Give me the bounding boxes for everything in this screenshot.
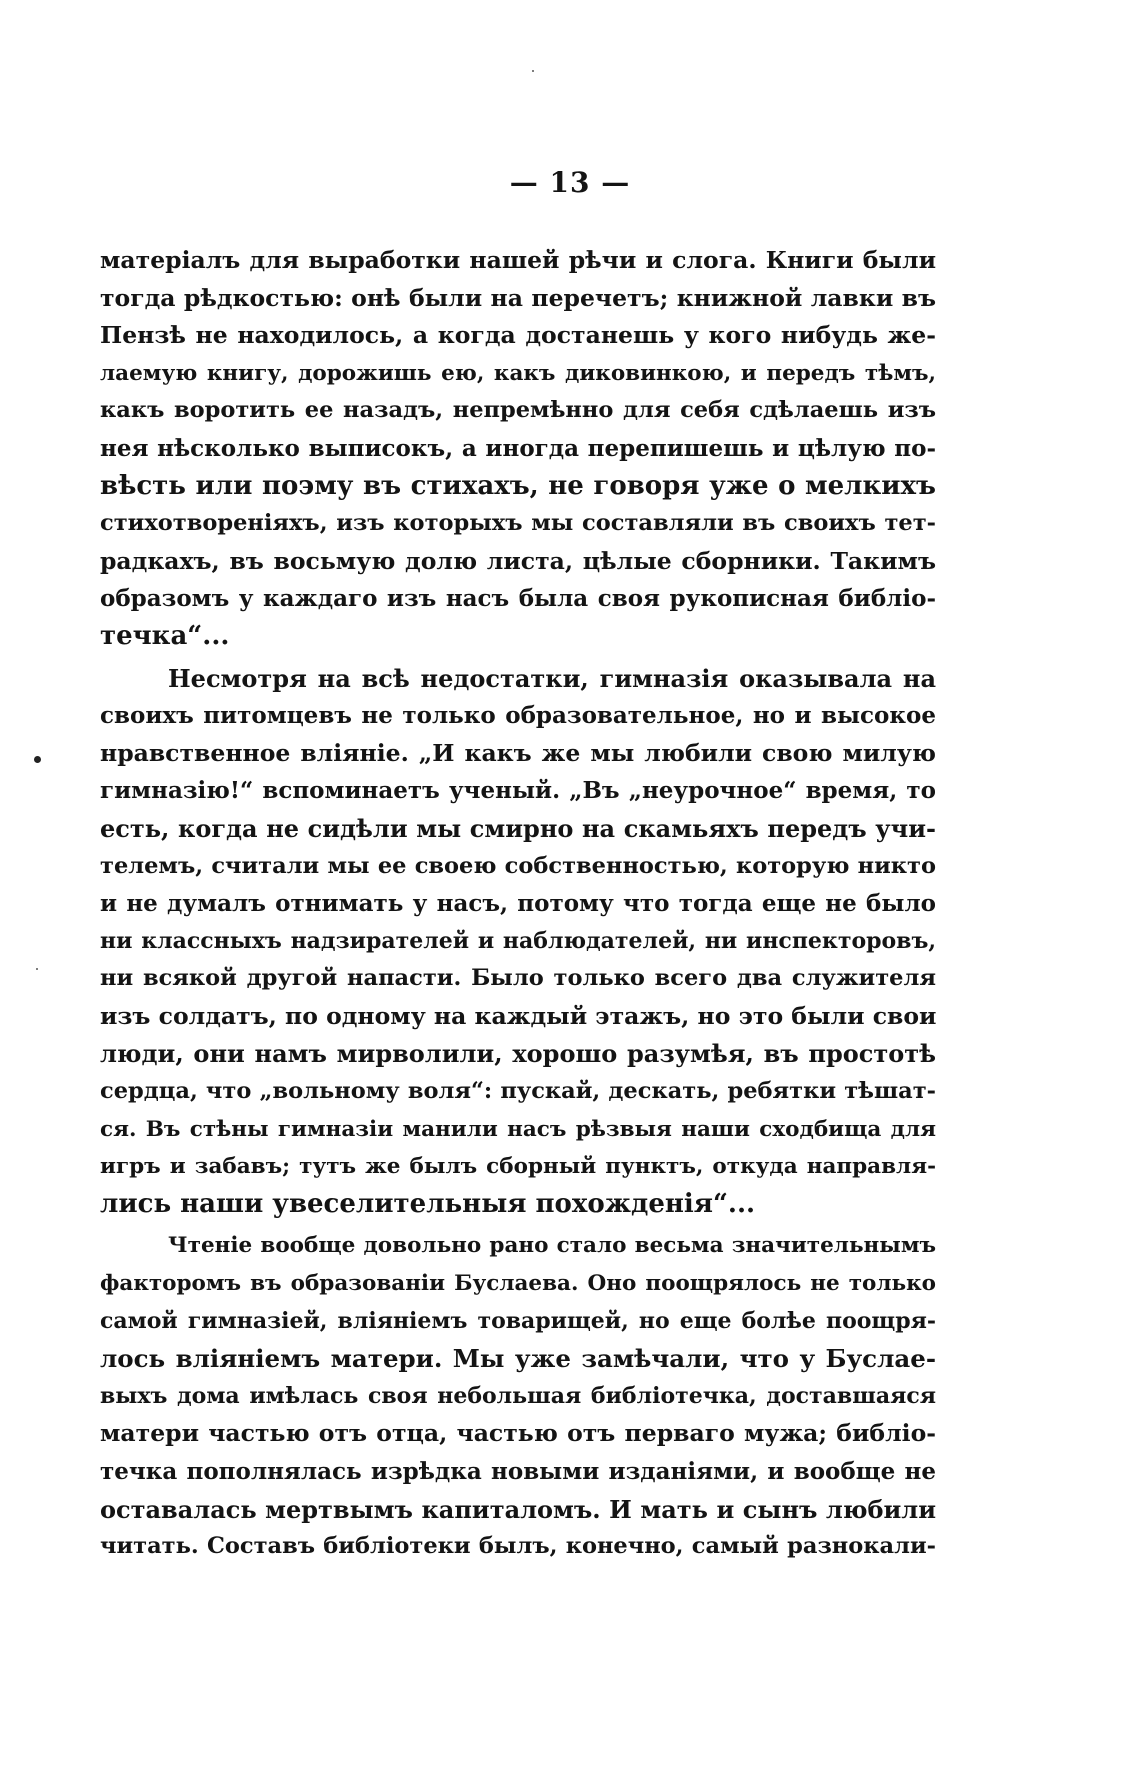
text-line: матери частью отъ отца, частью отъ перваго мужа; библіо- <box>100 1419 936 1448</box>
text-line: есть, когда не сидѣли мы смирно на скамьяхъ передъ учи- <box>100 813 936 843</box>
text-line: самой гимназіей, вліяніемъ товарищей, но еще болѣе поощря- <box>100 1307 936 1334</box>
text-line: читать. Составъ библіотеки былъ, конечно, самый разнокали- <box>100 1533 936 1560</box>
text-line: ся. Въ стѣны гимназіи манили насъ рѣзвыя наши сходбища для <box>100 1116 936 1142</box>
scan-speck <box>532 70 534 72</box>
page-number: — 13 — <box>509 166 631 199</box>
text-line: нравственное вліяніе. „И какъ же мы любили свою милую <box>100 738 936 767</box>
text-line: и не думалъ отнимать у насъ, потому что тогда еще не было <box>100 890 936 918</box>
text-line: лось вліяніемъ матери. Мы уже замѣчали, что у Буслае- <box>100 1344 936 1374</box>
text-line: какъ воротить ее назадъ, непремѣнно для себя сдѣлаешь изъ <box>100 397 936 424</box>
text-line: игръ и забавъ; тутъ же былъ сборный пунктъ, откуда направля- <box>100 1154 936 1180</box>
text-line: нея нѣсколько выписокъ, а иногда перепишешь и цѣлую по- <box>100 434 936 462</box>
text-line: матеріалъ для выработки нашей рѣчи и слога. Книги были <box>100 246 936 274</box>
text-line: своихъ питомцевъ не только образовательное, но и высокое <box>100 702 936 730</box>
text-line: факторомъ въ образованіи Буслаева. Оно поощрялось не только <box>100 1271 936 1297</box>
text-line: оставалась мертвымъ капиталомъ. И мать и сынъ любили <box>100 1494 936 1524</box>
text-line: образомъ у каждаго изъ насъ была своя рукописная библіо- <box>100 585 936 613</box>
text-line: течка пополнялась изрѣдка новыми изданіями, и вообще не <box>100 1458 936 1485</box>
margin-mark <box>34 756 41 763</box>
text-line: телемъ, считали мы ее своею собственностью, которую никто <box>100 852 936 879</box>
text-line: тогда рѣдкостью: онѣ были на перечетъ; книжной лавки въ <box>100 283 936 312</box>
text-line: Пензѣ не находилось, а когда достанешь у кого нибудь же- <box>100 321 936 350</box>
text-line: вѣсть или поэму въ стихахъ, не говоря уже о мелкихъ <box>100 470 936 501</box>
text-line: изъ солдатъ, по одному на каждый этажъ, но это были свои <box>100 1001 936 1030</box>
paragraph-2 <box>100 660 936 1224</box>
text-line: гимназію!“ вспоминаетъ ученый. „Въ „неурочное“ время, то <box>100 777 936 805</box>
text-line: сердца, что „вольному воля“: пускай, дескать, ребятки тѣшат- <box>100 1078 936 1105</box>
text-line: лаемую книгу, дорожишь ею, какъ диковинкою, и передъ тѣмъ, <box>100 360 936 386</box>
text-line: радкахъ, въ восьмую долю листа, цѣлые сборники. Такимъ <box>100 546 936 575</box>
text-line: ни классныхъ надзирателей и наблюдателей, ни инспекторовъ, <box>100 927 936 954</box>
text-line: лись наши увеселительныя похожденія“... <box>100 1188 756 1219</box>
text-line: течка“... <box>100 620 230 651</box>
text-line: ни всякой другой напасти. Было только всего два служителя <box>100 965 936 992</box>
text-line: Чтеніе вообще довольно рано стало весьма значительнымъ <box>168 1233 936 1259</box>
text-line: стихотвореніяхъ, изъ которыхъ мы составляли въ своихъ тет- <box>100 510 936 537</box>
text-line: Несмотря на всѣ недостатки, гимназія оказывала на <box>168 663 936 693</box>
text-line: выхъ дома имѣлась своя небольшая библіотечка, доставшаяся <box>100 1382 936 1409</box>
paragraph-3 <box>100 1227 936 1565</box>
paragraph-1 <box>100 242 936 656</box>
body-text <box>100 242 936 1566</box>
text-line: люди, они намъ мирволили, хорошо разумѣя, въ простотѣ <box>100 1039 936 1069</box>
scan-speck <box>36 968 38 970</box>
